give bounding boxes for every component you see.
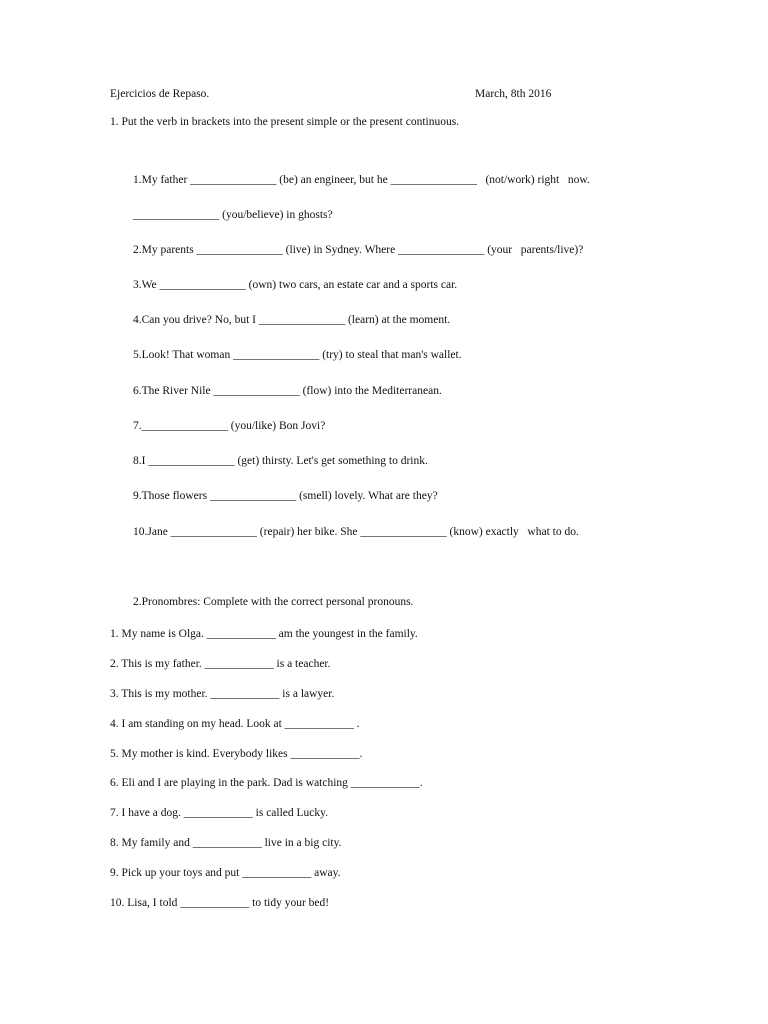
exercise2-item: 3. This is my mother. ____________ is a lawyer. bbox=[110, 688, 335, 700]
exercise2-item: 9. Pick up your toys and put ____________ away. bbox=[110, 867, 341, 879]
exercise2-item: 1. My name is Olga. ____________ am the youngest in the family. bbox=[110, 628, 418, 640]
exercise1-item: 5.Look! That woman _______________ (try) to steal that man's wallet. bbox=[133, 349, 462, 361]
exercise2-item: 8. My family and ____________ live in a big city. bbox=[110, 837, 342, 849]
exercise1-item: _______________ (you/believe) in ghosts? bbox=[133, 209, 333, 221]
exercise1-item: 9.Those flowers _______________ (smell) lovely. What are they? bbox=[133, 490, 438, 502]
exercise1-item: 3.We _______________ (own) two cars, an estate car and a sports car. bbox=[133, 279, 458, 291]
exercise1-item: 8.I _______________ (get) thirsty. Let's get something to drink. bbox=[133, 455, 428, 467]
exercise2-item: 5. My mother is kind. Everybody likes ____________. bbox=[110, 748, 363, 760]
exercise1-item: 2.My parents _______________ (live) in Sydney. Where _______________ (your parents/live)? bbox=[133, 244, 584, 256]
section2-instruction: 2.Pronombres: Complete with the correct personal pronouns. bbox=[133, 596, 414, 608]
exercise2-item: 2. This is my father. ____________ is a teacher. bbox=[110, 658, 331, 670]
exercise1-item: 4.Can you drive? No, but I _______________ (learn) at the moment. bbox=[133, 314, 451, 326]
exercise2-item: 7. I have a dog. ____________ is called Lucky. bbox=[110, 807, 329, 819]
exercise1-item: 6.The River Nile _______________ (flow) into the Mediterranean. bbox=[133, 385, 442, 397]
exercise2-item: 6. Eli and I are playing in the park. Dad is watching ____________. bbox=[110, 777, 423, 789]
exercise2-item: 4. I am standing on my head. Look at ____________ . bbox=[110, 718, 360, 730]
section1-instruction: 1. Put the verb in brackets into the present simple or the present continuous. bbox=[110, 116, 460, 128]
exercise1-item: 1.My father _______________ (be) an engineer, but he _______________ (not/work) right now. bbox=[133, 174, 590, 186]
document-date: March, 8th 2016 bbox=[475, 88, 552, 100]
exercise1-item: 7._______________ (you/like) Bon Jovi? bbox=[133, 420, 326, 432]
document-title: Ejercicios de Repaso. bbox=[110, 88, 210, 100]
exercise1-item: 10.Jane _______________ (repair) her bike. She _______________ (know) exactly what to do. bbox=[133, 526, 579, 538]
exercise2-item: 10. Lisa, I told ____________ to tidy your bed! bbox=[110, 897, 330, 909]
